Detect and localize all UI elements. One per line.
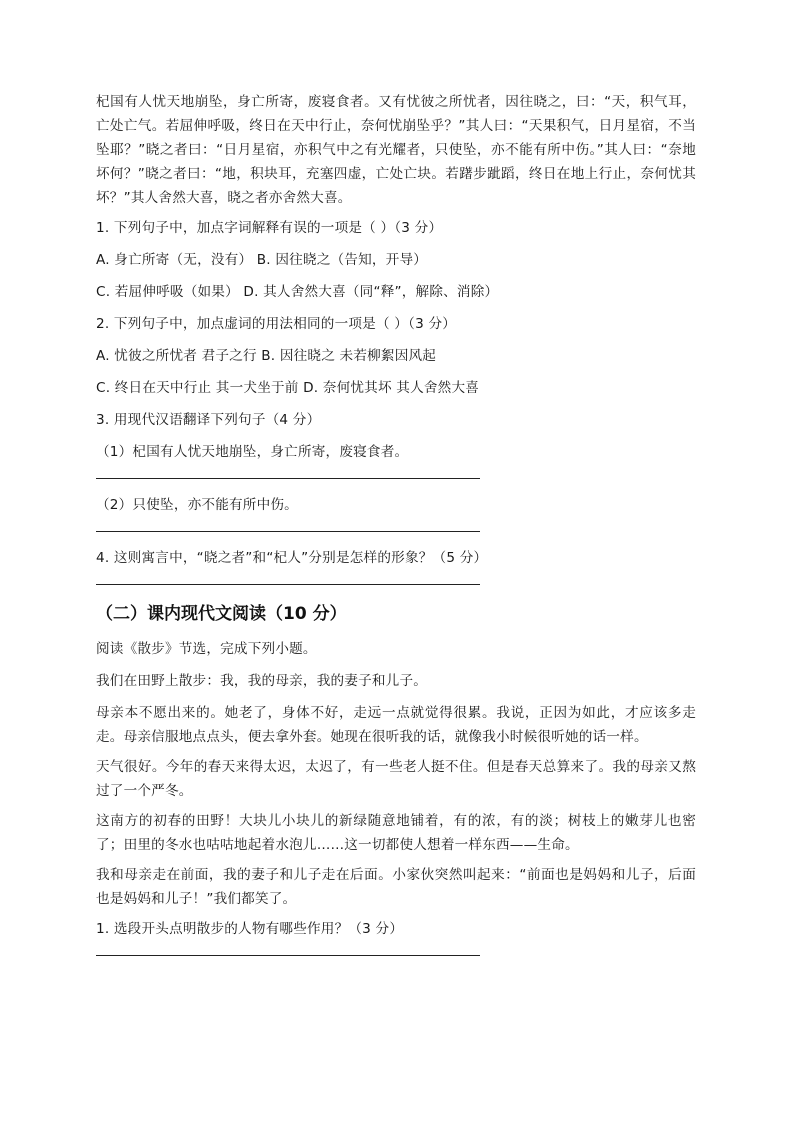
question-2-options-ab: A. 忧彼之所忧者 君子之行 B. 因往晓之 未若柳絮因风起 xyxy=(96,348,437,364)
section-heading: （二）课内现代文阅读（10 分） xyxy=(96,604,347,624)
answer-line[interactable] xyxy=(96,955,480,956)
question-1-options-ab: A. 身亡所寄（无，没有） B. 因往晓之（告知，开导） xyxy=(96,252,428,268)
answer-line[interactable] xyxy=(96,478,480,479)
modern-paragraph-2: 母亲本不愿出来的。她老了，身体不好，走远一点就觉得很累。我说，正因为如此，才应该多走走。母亲信服地点点头，便去拿外套。她现在很听我的话，就像我小时候很听她的话一样。 xyxy=(96,705,696,745)
answer-line[interactable] xyxy=(96,584,480,585)
classical-passage: 杞国有人忧天地崩坠，身亡所寄，废寝食者。又有忧彼之所忧者，因往晓之，曰：“天，积气耳，亡处亡气。若屈伸呼吸，终日在天中行止，奈何忧崩坠乎？”其人曰：“天果积气，日月星宿，不当坠耶？”晓之者曰：“日月星宿，亦积气中之有光耀者，只使坠，亦不能有所中伤。”其人曰：“奈地坏何？”晓之者曰：“地，积块耳，充塞四虚，亡处亡块。若躇步跐蹈，终日在地上行止，奈何忧其坏？”其人舍然大喜，晓之者亦舍然大喜。 xyxy=(96,94,696,206)
modern-question-1-stem: 1. 选段开头点明散步的人物有哪些作用？（3 分） xyxy=(96,921,404,937)
modern-paragraph-3: 天气很好。今年的春天来得太迟，太迟了，有一些老人挺不住。但是春天总算来了。我的母亲又熬过了一个严冬。 xyxy=(96,759,696,799)
question-4-stem: 4. 这则寓言中，“晓之者”和“杞人”分别是怎样的形象？（5 分） xyxy=(96,550,488,566)
modern-paragraph-4: 这南方的初春的田野！大块儿小块儿的新绿随意地铺着，有的浓，有的淡；树枝上的嫩芽儿也密了；田里的冬水也咕咕地起着水泡儿……这一切都使人想着一样东西——生命。 xyxy=(96,813,696,853)
question-3-sentence-1: （1）杞国有人忧天地崩坠，身亡所寄，废寝食者。 xyxy=(96,444,409,460)
question-1-stem: 1. 下列句子中，加点字词解释有误的一项是（ ）（3 分） xyxy=(96,220,443,236)
question-3-sentence-2: （2）只使坠，亦不能有所中伤。 xyxy=(96,497,298,513)
modern-paragraph-5: 我和母亲走在前面，我的妻子和儿子走在后面。小家伙突然叫起来：“前面也是妈妈和儿子，后面也是妈妈和儿子！”我们都笑了。 xyxy=(96,867,696,907)
question-3-stem: 3. 用现代汉语翻译下列句子（4 分） xyxy=(96,412,321,428)
answer-line[interactable] xyxy=(96,531,480,532)
question-1-options-cd: C. 若屈伸呼吸（如果） D. 其人舍然大喜（同“释”，解除、消除） xyxy=(96,284,499,300)
reading-instruction: 阅读《散步》节选，完成下列小题。 xyxy=(96,641,317,657)
exam-page xyxy=(96,90,696,970)
question-2-stem: 2. 下列句子中，加点虚词的用法相同的一项是（ ）（3 分） xyxy=(96,316,457,332)
modern-paragraph-1: 我们在田野上散步：我，我的母亲，我的妻子和儿子。 xyxy=(96,673,428,689)
question-2-options-cd: C. 终日在天中行止 其一犬坐于前 D. 奈何忧其坏 其人舍然大喜 xyxy=(96,380,480,396)
